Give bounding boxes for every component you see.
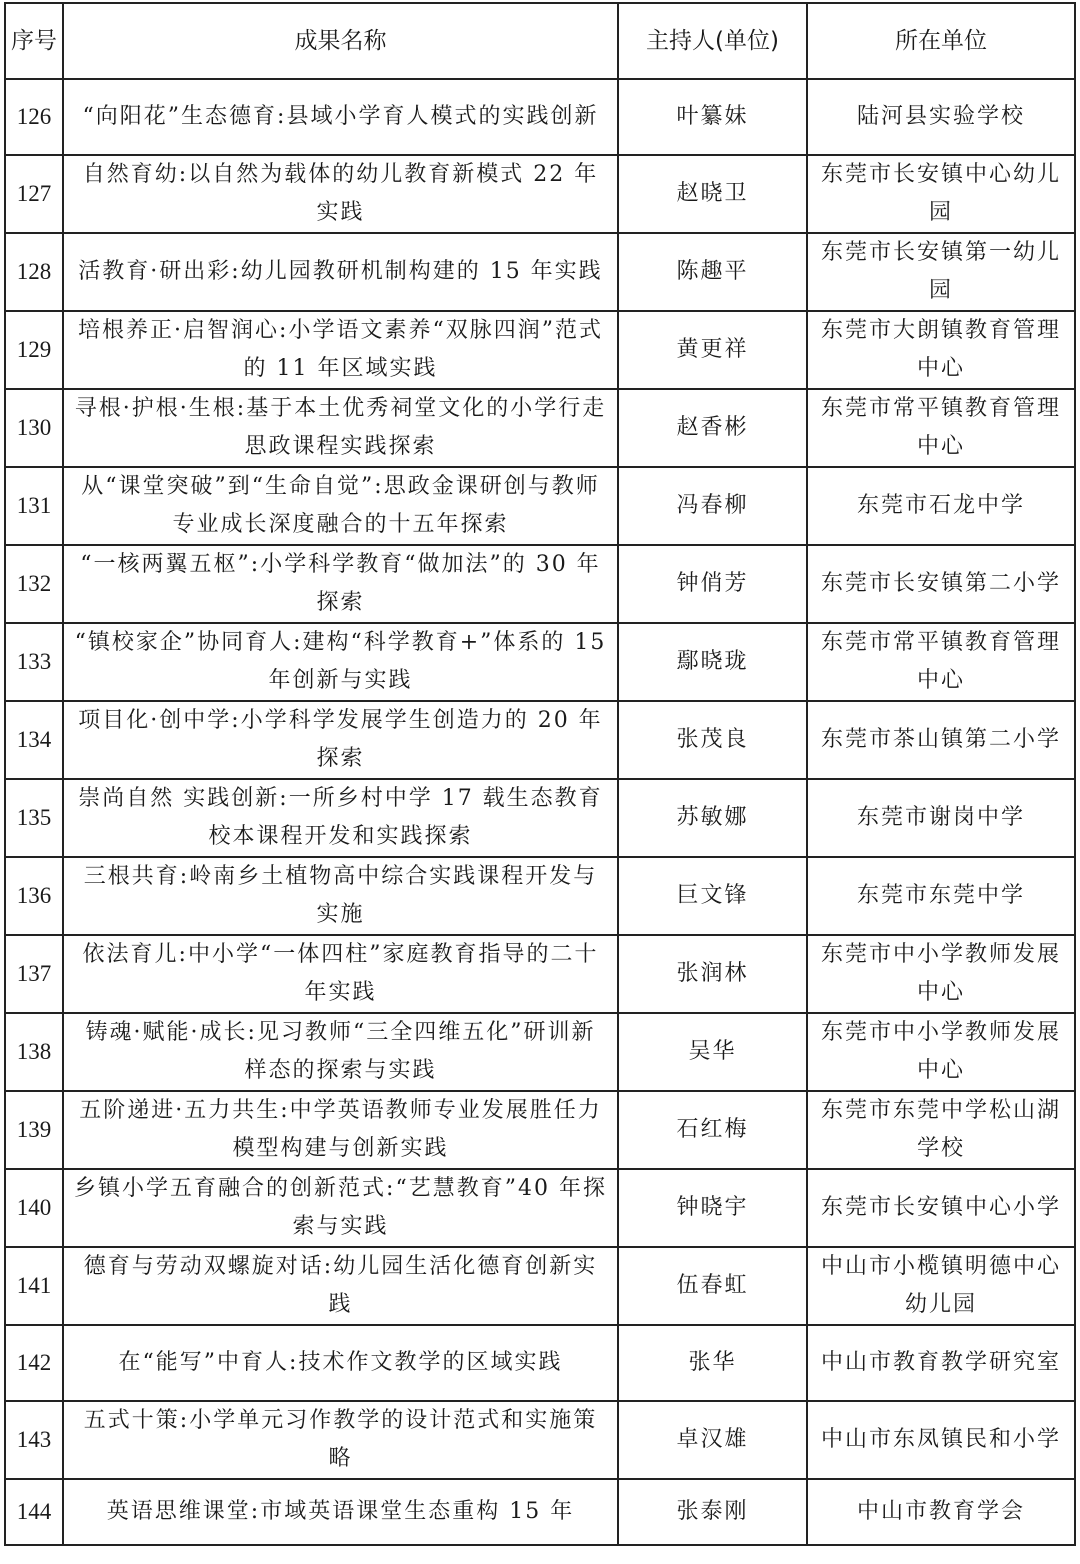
row-unit: 东莞市大朗镇教育管理中心 bbox=[807, 311, 1075, 389]
row-host: 冯春柳 bbox=[618, 467, 807, 545]
row-title: 五式十策:小学单元习作教学的设计范式和实施策略 bbox=[63, 1401, 618, 1479]
row-host: 石红梅 bbox=[618, 1091, 807, 1169]
row-unit: 陆河县实验学校 bbox=[807, 79, 1075, 155]
row-unit: 东莞市谢岗中学 bbox=[807, 779, 1075, 857]
row-unit: 东莞市长安镇中心幼儿园 bbox=[807, 155, 1075, 233]
table-row bbox=[5, 1401, 1075, 1479]
row-no: 131 bbox=[5, 467, 63, 545]
row-host: 陈趣平 bbox=[618, 233, 807, 311]
row-title: 五阶递进·五力共生:中学英语教师专业发展胜任力模型构建与创新实践 bbox=[63, 1091, 618, 1169]
row-unit: 东莞市长安镇第二小学 bbox=[807, 545, 1075, 623]
row-host: 赵晓卫 bbox=[618, 155, 807, 233]
row-title: 项目化·创中学:小学科学发展学生创造力的 20 年探索 bbox=[63, 701, 618, 779]
row-title: 从“课堂突破”到“生命自觉”:思政金课研创与教师专业成长深度融合的十五年探索 bbox=[63, 467, 618, 545]
row-title: 三根共育:岭南乡土植物高中综合实践课程开发与实施 bbox=[63, 857, 618, 935]
row-unit: 东莞市常平镇教育管理中心 bbox=[807, 389, 1075, 467]
row-title: 在“能写”中育人:技术作文教学的区域实践 bbox=[63, 1325, 618, 1401]
row-host: 黄更祥 bbox=[618, 311, 807, 389]
row-title: 活教育·研出彩:幼儿园教研机制构建的 15 年实践 bbox=[63, 233, 618, 311]
row-unit: 东莞市东莞中学松山湖学校 bbox=[807, 1091, 1075, 1169]
row-host: 钟俏芳 bbox=[618, 545, 807, 623]
header-row bbox=[5, 3, 1075, 79]
row-no: 127 bbox=[5, 155, 63, 233]
row-host: 吴华 bbox=[618, 1013, 807, 1091]
row-host: 赵香彬 bbox=[618, 389, 807, 467]
row-host: 张华 bbox=[618, 1325, 807, 1401]
row-unit: 中山市教育教学研究室 bbox=[807, 1325, 1075, 1401]
row-unit: 中山市小榄镇明德中心幼儿园 bbox=[807, 1247, 1075, 1325]
table-row bbox=[5, 311, 1075, 389]
row-title: “镇校家企”协同育人:建构“科学教育+”体系的 15 年创新与实践 bbox=[63, 623, 618, 701]
table-row bbox=[5, 1247, 1075, 1325]
table-row bbox=[5, 155, 1075, 233]
row-title: 崇尚自然 实践创新:一所乡村中学 17 载生态教育校本课程开发和实践探索 bbox=[63, 779, 618, 857]
row-title: 自然育幼:以自然为载体的幼儿教育新模式 22 年实践 bbox=[63, 155, 618, 233]
table-row bbox=[5, 857, 1075, 935]
row-host: 卓汉雄 bbox=[618, 1401, 807, 1479]
table-row bbox=[5, 1325, 1075, 1401]
row-title: 德育与劳动双螺旋对话:幼儿园生活化德育创新实践 bbox=[63, 1247, 618, 1325]
row-no: 144 bbox=[5, 1479, 63, 1545]
row-no: 142 bbox=[5, 1325, 63, 1401]
table-row bbox=[5, 545, 1075, 623]
row-host: 张茂良 bbox=[618, 701, 807, 779]
row-title: 铸魂·赋能·成长:见习教师“三全四维五化”研训新样态的探索与实践 bbox=[63, 1013, 618, 1091]
row-no: 138 bbox=[5, 1013, 63, 1091]
row-host: 钟晓宇 bbox=[618, 1169, 807, 1247]
table-row bbox=[5, 1479, 1075, 1545]
row-title: 培根养正·启智润心:小学语文素养“双脉四润”范式的 11 年区域实践 bbox=[63, 311, 618, 389]
row-host: 巨文锋 bbox=[618, 857, 807, 935]
row-unit: 东莞市东莞中学 bbox=[807, 857, 1075, 935]
row-no: 128 bbox=[5, 233, 63, 311]
table-row bbox=[5, 935, 1075, 1013]
header-unit: 所在单位 bbox=[807, 3, 1075, 79]
row-no: 134 bbox=[5, 701, 63, 779]
row-no: 130 bbox=[5, 389, 63, 467]
row-host: 伍春虹 bbox=[618, 1247, 807, 1325]
row-unit: 东莞市石龙中学 bbox=[807, 467, 1075, 545]
row-host: 鄢晓珑 bbox=[618, 623, 807, 701]
row-no: 132 bbox=[5, 545, 63, 623]
row-unit: 东莞市茶山镇第二小学 bbox=[807, 701, 1075, 779]
row-unit: 东莞市中小学教师发展中心 bbox=[807, 1013, 1075, 1091]
table-row bbox=[5, 623, 1075, 701]
row-host: 苏敏娜 bbox=[618, 779, 807, 857]
table-row bbox=[5, 1013, 1075, 1091]
row-host: 张泰刚 bbox=[618, 1479, 807, 1545]
table-row bbox=[5, 389, 1075, 467]
row-no: 140 bbox=[5, 1169, 63, 1247]
row-unit: 中山市东凤镇民和小学 bbox=[807, 1401, 1075, 1479]
row-unit: 东莞市常平镇教育管理中心 bbox=[807, 623, 1075, 701]
header-title: 成果名称 bbox=[63, 3, 618, 79]
row-title: 乡镇小学五育融合的创新范式:“艺慧教育”40 年探索与实践 bbox=[63, 1169, 618, 1247]
row-no: 137 bbox=[5, 935, 63, 1013]
row-title: “一核两翼五枢”:小学科学教育“做加法”的 30 年探索 bbox=[63, 545, 618, 623]
table-row bbox=[5, 79, 1075, 155]
row-title: 依法育儿:中小学“一体四柱”家庭教育指导的二十年实践 bbox=[63, 935, 618, 1013]
table-row bbox=[5, 1091, 1075, 1169]
row-unit: 东莞市中小学教师发展中心 bbox=[807, 935, 1075, 1013]
row-no: 141 bbox=[5, 1247, 63, 1325]
row-no: 135 bbox=[5, 779, 63, 857]
header-host: 主持人(单位) bbox=[618, 3, 807, 79]
row-host: 叶纂妹 bbox=[618, 79, 807, 155]
row-no: 133 bbox=[5, 623, 63, 701]
row-unit: 东莞市长安镇中心小学 bbox=[807, 1169, 1075, 1247]
row-no: 139 bbox=[5, 1091, 63, 1169]
table-row bbox=[5, 467, 1075, 545]
row-host: 张润林 bbox=[618, 935, 807, 1013]
row-no: 129 bbox=[5, 311, 63, 389]
table-row bbox=[5, 779, 1075, 857]
row-no: 136 bbox=[5, 857, 63, 935]
row-title: 寻根·护根·生根:基于本土优秀祠堂文化的小学行走思政课程实践探索 bbox=[63, 389, 618, 467]
row-no: 126 bbox=[5, 79, 63, 155]
row-no: 143 bbox=[5, 1401, 63, 1479]
header-no: 序号 bbox=[5, 3, 63, 79]
table-row bbox=[5, 233, 1075, 311]
row-unit: 东莞市长安镇第一幼儿园 bbox=[807, 233, 1075, 311]
table-row bbox=[5, 1169, 1075, 1247]
results-table bbox=[4, 2, 1076, 1546]
row-title: 英语思维课堂:市域英语课堂生态重构 15 年 bbox=[63, 1479, 618, 1545]
row-unit: 中山市教育学会 bbox=[807, 1479, 1075, 1545]
row-title: “向阳花”生态德育:县域小学育人模式的实践创新 bbox=[63, 79, 618, 155]
table-row bbox=[5, 701, 1075, 779]
